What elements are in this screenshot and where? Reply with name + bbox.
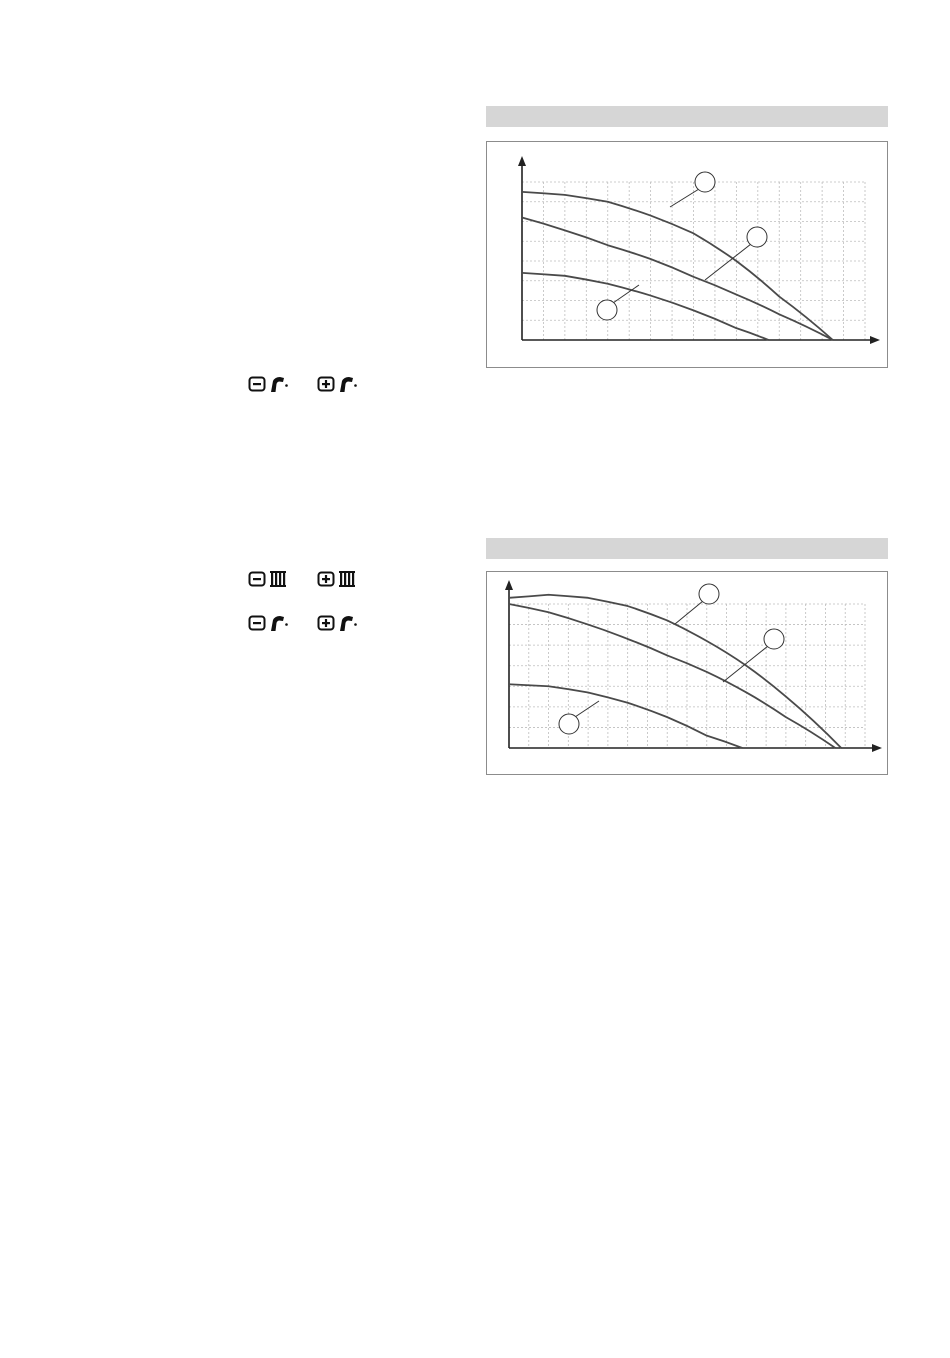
dhw-increase-control-2[interactable]	[317, 614, 358, 632]
minus-button-icon	[248, 615, 266, 631]
dhw-decrease-control-2[interactable]	[248, 614, 289, 632]
y-axis-arrow	[505, 580, 513, 590]
callout-circle-2	[747, 227, 767, 247]
callout-leader-1	[675, 601, 703, 624]
chart-2-svg	[487, 572, 887, 774]
callout-circle-2	[764, 629, 784, 649]
x-axis-arrow	[872, 744, 882, 752]
hot-water-tap-icon	[269, 614, 289, 632]
pump-curve-chart-2	[486, 571, 888, 775]
callout-circle-1	[699, 584, 719, 604]
dhw-decrease-control[interactable]	[248, 375, 289, 393]
heating-increase-control[interactable]	[317, 570, 356, 588]
series-curve-3	[509, 684, 742, 748]
chart-1-svg	[487, 142, 887, 367]
plus-button-icon	[317, 571, 335, 587]
callout-circle-3	[597, 300, 617, 320]
hot-water-tap-icon	[338, 375, 358, 393]
hot-water-tap-icon	[269, 375, 289, 393]
radiator-icon	[269, 570, 287, 588]
series-curve-3	[522, 273, 769, 340]
minus-button-icon	[248, 376, 266, 392]
callout-leader-3	[575, 701, 599, 717]
callout-leader-1	[670, 189, 699, 207]
dhw-increase-control[interactable]	[317, 375, 358, 393]
heating-decrease-control[interactable]	[248, 570, 287, 588]
series-curve-2	[522, 218, 833, 340]
plus-button-icon	[317, 376, 335, 392]
plus-button-icon	[317, 615, 335, 631]
x-axis-arrow	[870, 336, 880, 344]
figure-1-header-bar	[486, 106, 888, 127]
minus-button-icon	[248, 571, 266, 587]
callout-leader-2	[705, 244, 751, 280]
pump-curve-chart-1	[486, 141, 888, 368]
y-axis-arrow	[518, 156, 526, 166]
radiator-icon	[338, 570, 356, 588]
callout-circle-3	[559, 714, 579, 734]
figure-2-header-bar	[486, 538, 888, 559]
series-curve-2	[509, 604, 835, 748]
hot-water-tap-icon	[338, 614, 358, 632]
callout-circle-1	[695, 172, 715, 192]
